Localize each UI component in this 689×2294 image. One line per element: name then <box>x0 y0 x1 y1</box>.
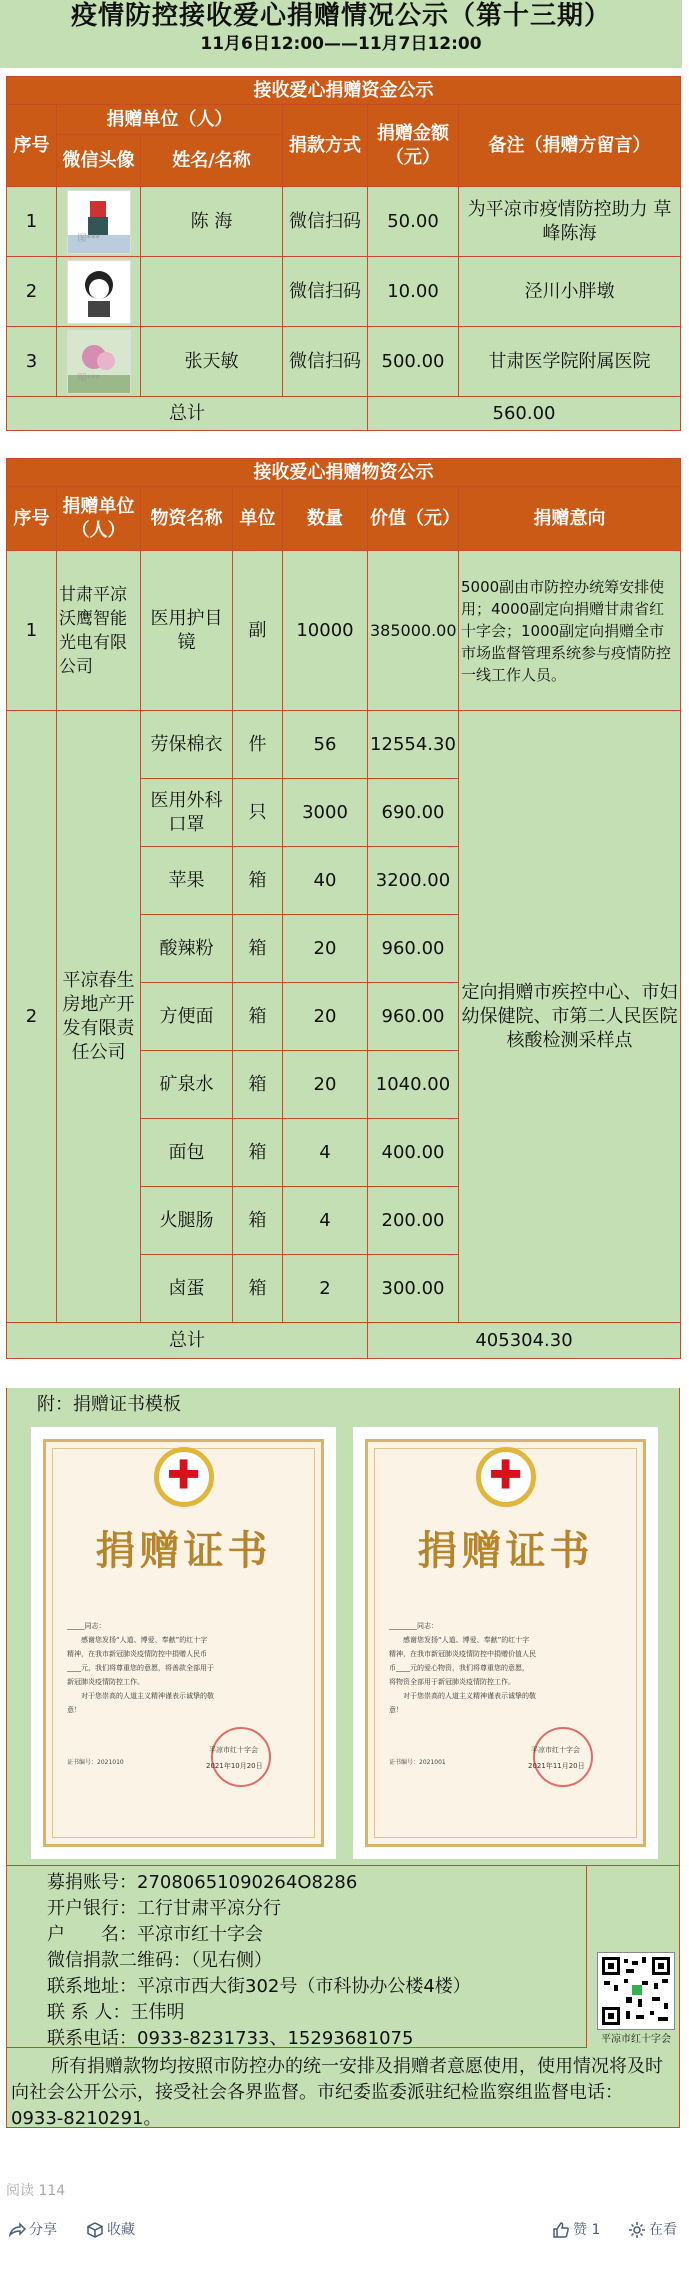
cell-remark: 泾川小胖墩 <box>459 257 681 327</box>
action-bar <box>0 2210 689 2254</box>
goods-total-label: 总计 <box>7 1323 368 1359</box>
wechat-qr-code[interactable] <box>597 1952 675 2030</box>
cell-item: 火腿肠 <box>141 1187 233 1255</box>
goods-total-row <box>7 1323 681 1359</box>
table-row <box>7 187 681 257</box>
cell-item: 矿泉水 <box>141 1051 233 1119</box>
cell-qty: 40 <box>283 847 368 915</box>
col-wechat-avatar: 微信头像 <box>57 135 141 187</box>
cell-seq: 2 <box>7 711 57 1323</box>
cert-body: 将物资全部用于新冠肺炎疫情防控工作。 <box>389 1678 515 1686</box>
col-name: 姓名/名称 <box>141 135 283 187</box>
cell-item: 面包 <box>141 1119 233 1187</box>
col-donor: 捐赠单位（人） <box>57 487 141 551</box>
cell-qty: 20 <box>283 983 368 1051</box>
read-count: 阅读 114 <box>6 2183 66 2199</box>
col-qty: 数量 <box>283 487 368 551</box>
cell-value: 960.00 <box>368 915 459 983</box>
cell-unit: 副 <box>233 551 283 711</box>
cell-value: 3200.00 <box>368 847 459 915</box>
cell-item: 酸辣粉 <box>141 915 233 983</box>
table-row <box>7 257 681 327</box>
cell-qty: 56 <box>283 711 368 779</box>
goods-total-value: 405304.30 <box>368 1323 681 1359</box>
col-remark: 备注（捐赠方留言） <box>459 105 681 187</box>
avatar-cell <box>57 327 141 397</box>
cell-name: 张天敏 <box>141 327 283 397</box>
col-item: 物资名称 <box>141 487 233 551</box>
certificate-section <box>6 1388 680 1866</box>
cell-value: 385000.00 <box>368 551 459 711</box>
cert-issuer: 平凉市红十字会 <box>531 1746 580 1754</box>
goods-table <box>6 458 681 1359</box>
thumbs-up-icon <box>552 2221 570 2239</box>
cell-unit: 件 <box>233 711 283 779</box>
cell-name <box>141 257 283 327</box>
col-method: 捐款方式 <box>283 105 368 187</box>
cell-method: 微信扫码 <box>283 327 368 397</box>
cell-qty: 20 <box>283 1051 368 1119</box>
goods-section-heading: 接收爱心捐赠物资公示 <box>7 459 681 487</box>
cell-item: 医用外科口罩 <box>141 779 233 847</box>
cell-value: 200.00 <box>368 1187 459 1255</box>
share-label: 分享 <box>29 2222 57 2238</box>
cell-seq: 3 <box>7 327 57 397</box>
collect-button[interactable] <box>86 2210 135 2250</box>
col-seq: 序号 <box>7 487 57 551</box>
cert-body: 对于您崇高的人道主义精神谨表示诚挚的敬 <box>81 1692 214 1700</box>
avatar <box>67 330 131 394</box>
cell-value: 12554.30 <box>368 711 459 779</box>
cert-number: 证书编号：2021001 <box>389 1759 446 1766</box>
cell-name: 陈 海 <box>141 187 283 257</box>
cell-amount: 500.00 <box>368 327 459 397</box>
cert-body: 精神，在我市新冠肺炎疫情防控中捐赠人民币 <box>67 1650 207 1658</box>
cell-unit: 箱 <box>233 847 283 915</box>
col-amount: 捐赠金额（元） <box>368 105 459 187</box>
cell-unit: 箱 <box>233 983 283 1051</box>
bank: 开户银行：工行甘肃平凉分行 <box>47 1898 281 1919</box>
fund-total-row <box>7 397 681 431</box>
table-row <box>7 327 681 397</box>
cell-unit: 箱 <box>233 915 283 983</box>
cell-item: 苹果 <box>141 847 233 915</box>
share-icon <box>8 2221 26 2239</box>
cell-qty: 2 <box>283 1255 368 1323</box>
table-row <box>7 711 681 779</box>
wow-button[interactable] <box>628 2210 677 2250</box>
page-subtitle: 11月6日12:00——11月7日12:00 <box>200 34 482 54</box>
cell-intent: 5000副由市防控办统筹安排使用；4000副定向捐赠甘肃省红十字会；1000副定向捐赠全市市场监督管理系统参与疫情防控一线工作人员。 <box>459 551 681 711</box>
like-button[interactable] <box>552 2210 600 2250</box>
cell-value: 400.00 <box>368 1119 459 1187</box>
cell-value: 1040.00 <box>368 1051 459 1119</box>
certificate-label: 附：捐赠证书模板 <box>37 1394 181 1415</box>
cell-unit: 箱 <box>233 1119 283 1187</box>
cell-method: 微信扫码 <box>283 187 368 257</box>
cell-unit: 箱 <box>233 1255 283 1323</box>
contact-address: 联系地址：平凉市西大街302号（市科协办公楼4楼） <box>47 1976 471 1997</box>
cell-qty: 3000 <box>283 779 368 847</box>
collect-label: 收藏 <box>107 2222 135 2238</box>
cert-body: ____元，我们将尊重您的意愿，将善款全部用于 <box>67 1664 214 1672</box>
avatar-caption: 图*** <box>77 233 101 244</box>
table-row <box>7 551 681 711</box>
cell-item: 方便面 <box>141 983 233 1051</box>
cell-item: 劳保棉衣 <box>141 711 233 779</box>
share-button[interactable] <box>8 2210 57 2250</box>
certificate-template-cash <box>31 1427 336 1859</box>
cell-amount: 50.00 <box>368 187 459 257</box>
cell-unit: 箱 <box>233 1187 283 1255</box>
like-label: 赞 1 <box>573 2222 601 2238</box>
wow-label: 在看 <box>649 2222 677 2238</box>
flower-icon <box>628 2221 646 2239</box>
cell-donor: 甘肃平凉沃鹰智能光电有限公司 <box>57 551 141 711</box>
cell-qty: 10000 <box>283 551 368 711</box>
cell-value: 960.00 <box>368 983 459 1051</box>
cert-body: 精神，在我市新冠肺炎疫情防控中捐赠价值人民 <box>389 1650 536 1658</box>
cert-issuer: 平凉市红十字会 <box>209 1746 258 1754</box>
cell-donor: 平凉春生房地产开发有限责任公司 <box>57 711 141 1323</box>
cell-remark: 为平凉市疫情防控助力 草峰陈海 <box>459 187 681 257</box>
certificate-template-goods <box>353 1427 658 1859</box>
cert-body: 币____元的爱心物资，我们将尊重您的意愿， <box>389 1664 529 1672</box>
avatar-cell <box>57 187 141 257</box>
cert-body: 意！ <box>389 1706 403 1714</box>
cert-date: 2021年11月20日 <box>528 1762 585 1770</box>
supervision-note: 所有捐赠款物均按照市防控办的统一安排及捐赠者意愿使用，使用情况将及时向社会公开公示，接受社会各界监督。市纪委监委派驻纪检监察组监督电话：0933-8210291。 <box>11 2056 663 2129</box>
cell-seq: 1 <box>7 551 57 711</box>
cube-icon <box>86 2221 104 2239</box>
cert-body: 新冠肺炎疫情防控工作。 <box>67 1678 144 1686</box>
cell-seq: 2 <box>7 257 57 327</box>
avatar-cell <box>57 257 141 327</box>
avatar <box>67 190 131 254</box>
seal-stamp-icon <box>533 1727 593 1787</box>
fund-total-label: 总计 <box>7 397 368 431</box>
col-seq: 序号 <box>7 105 57 187</box>
contact-person: 联 系 人：王伟明 <box>47 2002 185 2023</box>
fund-table <box>6 76 681 431</box>
cell-qty: 4 <box>283 1119 368 1187</box>
cert-greeting: ________同志： <box>389 1622 438 1630</box>
fund-total-value: 560.00 <box>368 397 681 431</box>
cell-unit: 只 <box>233 779 283 847</box>
certificate-title: 捐赠证书 <box>417 1528 594 1574</box>
cell-qty: 4 <box>283 1187 368 1255</box>
contact-phone: 联系电话：0933-8231733、15293681075 <box>47 2028 414 2049</box>
col-intent: 捐赠意向 <box>459 487 681 551</box>
cell-qty: 20 <box>283 915 368 983</box>
cert-body: 意！ <box>67 1706 81 1714</box>
contact-section <box>6 1866 680 2128</box>
cell-method: 微信扫码 <box>283 257 368 327</box>
cell-seq: 1 <box>7 187 57 257</box>
seal-stamp-icon <box>211 1727 271 1787</box>
avatar <box>67 260 131 324</box>
cell-value: 690.00 <box>368 779 459 847</box>
cell-remark: 甘肃医学院附属医院 <box>459 327 681 397</box>
cert-date: 2021年10月20日 <box>206 1762 263 1770</box>
cell-item: 医用护目镜 <box>141 551 233 711</box>
cell-amount: 10.00 <box>368 257 459 327</box>
cell-intent: 定向捐赠市疾控中心、市妇幼保健院、市第二人民医院核酸检测采样点 <box>459 711 681 1323</box>
col-unit: 单位 <box>233 487 283 551</box>
col-value: 价值（元） <box>368 487 459 551</box>
cert-body: 感谢您发扬“人道、博爱、奉献”的红十字 <box>81 1636 208 1644</box>
cell-unit: 箱 <box>233 1051 283 1119</box>
wechat-qr-label: 微信捐款二维码：（见右侧） <box>47 1950 272 1971</box>
col-donor-group: 捐赠单位（人） <box>57 105 283 135</box>
avatar-caption: 图*** <box>77 373 101 384</box>
page-title: 疫情防控接收爱心捐赠情况公示（第十三期） <box>70 1 611 31</box>
cert-number: 证书编号：2021010 <box>67 1759 124 1766</box>
fund-section-heading: 接收爱心捐赠资金公示 <box>7 77 681 105</box>
qr-caption: 平凉市红十字会 <box>601 2034 671 2045</box>
account-holder: 户 名：平凉市红十字会 <box>47 1924 263 1945</box>
red-cross-emblem-icon: ✚ <box>476 1447 536 1507</box>
header <box>0 0 682 68</box>
cert-body: 感谢您发扬“人道、博爱、奉献”的红十字 <box>403 1636 530 1644</box>
cell-item: 卤蛋 <box>141 1255 233 1323</box>
cert-body: 对于您崇高的人道主义精神谨表示诚挚的敬 <box>403 1692 536 1700</box>
cell-value: 300.00 <box>368 1255 459 1323</box>
cert-greeting: _____同志： <box>67 1622 106 1630</box>
red-cross-emblem-icon: ✚ <box>154 1447 214 1507</box>
donation-account: 募捐账号：27080651090264O8286 <box>47 1872 358 1893</box>
certificate-title: 捐赠证书 <box>95 1528 272 1574</box>
